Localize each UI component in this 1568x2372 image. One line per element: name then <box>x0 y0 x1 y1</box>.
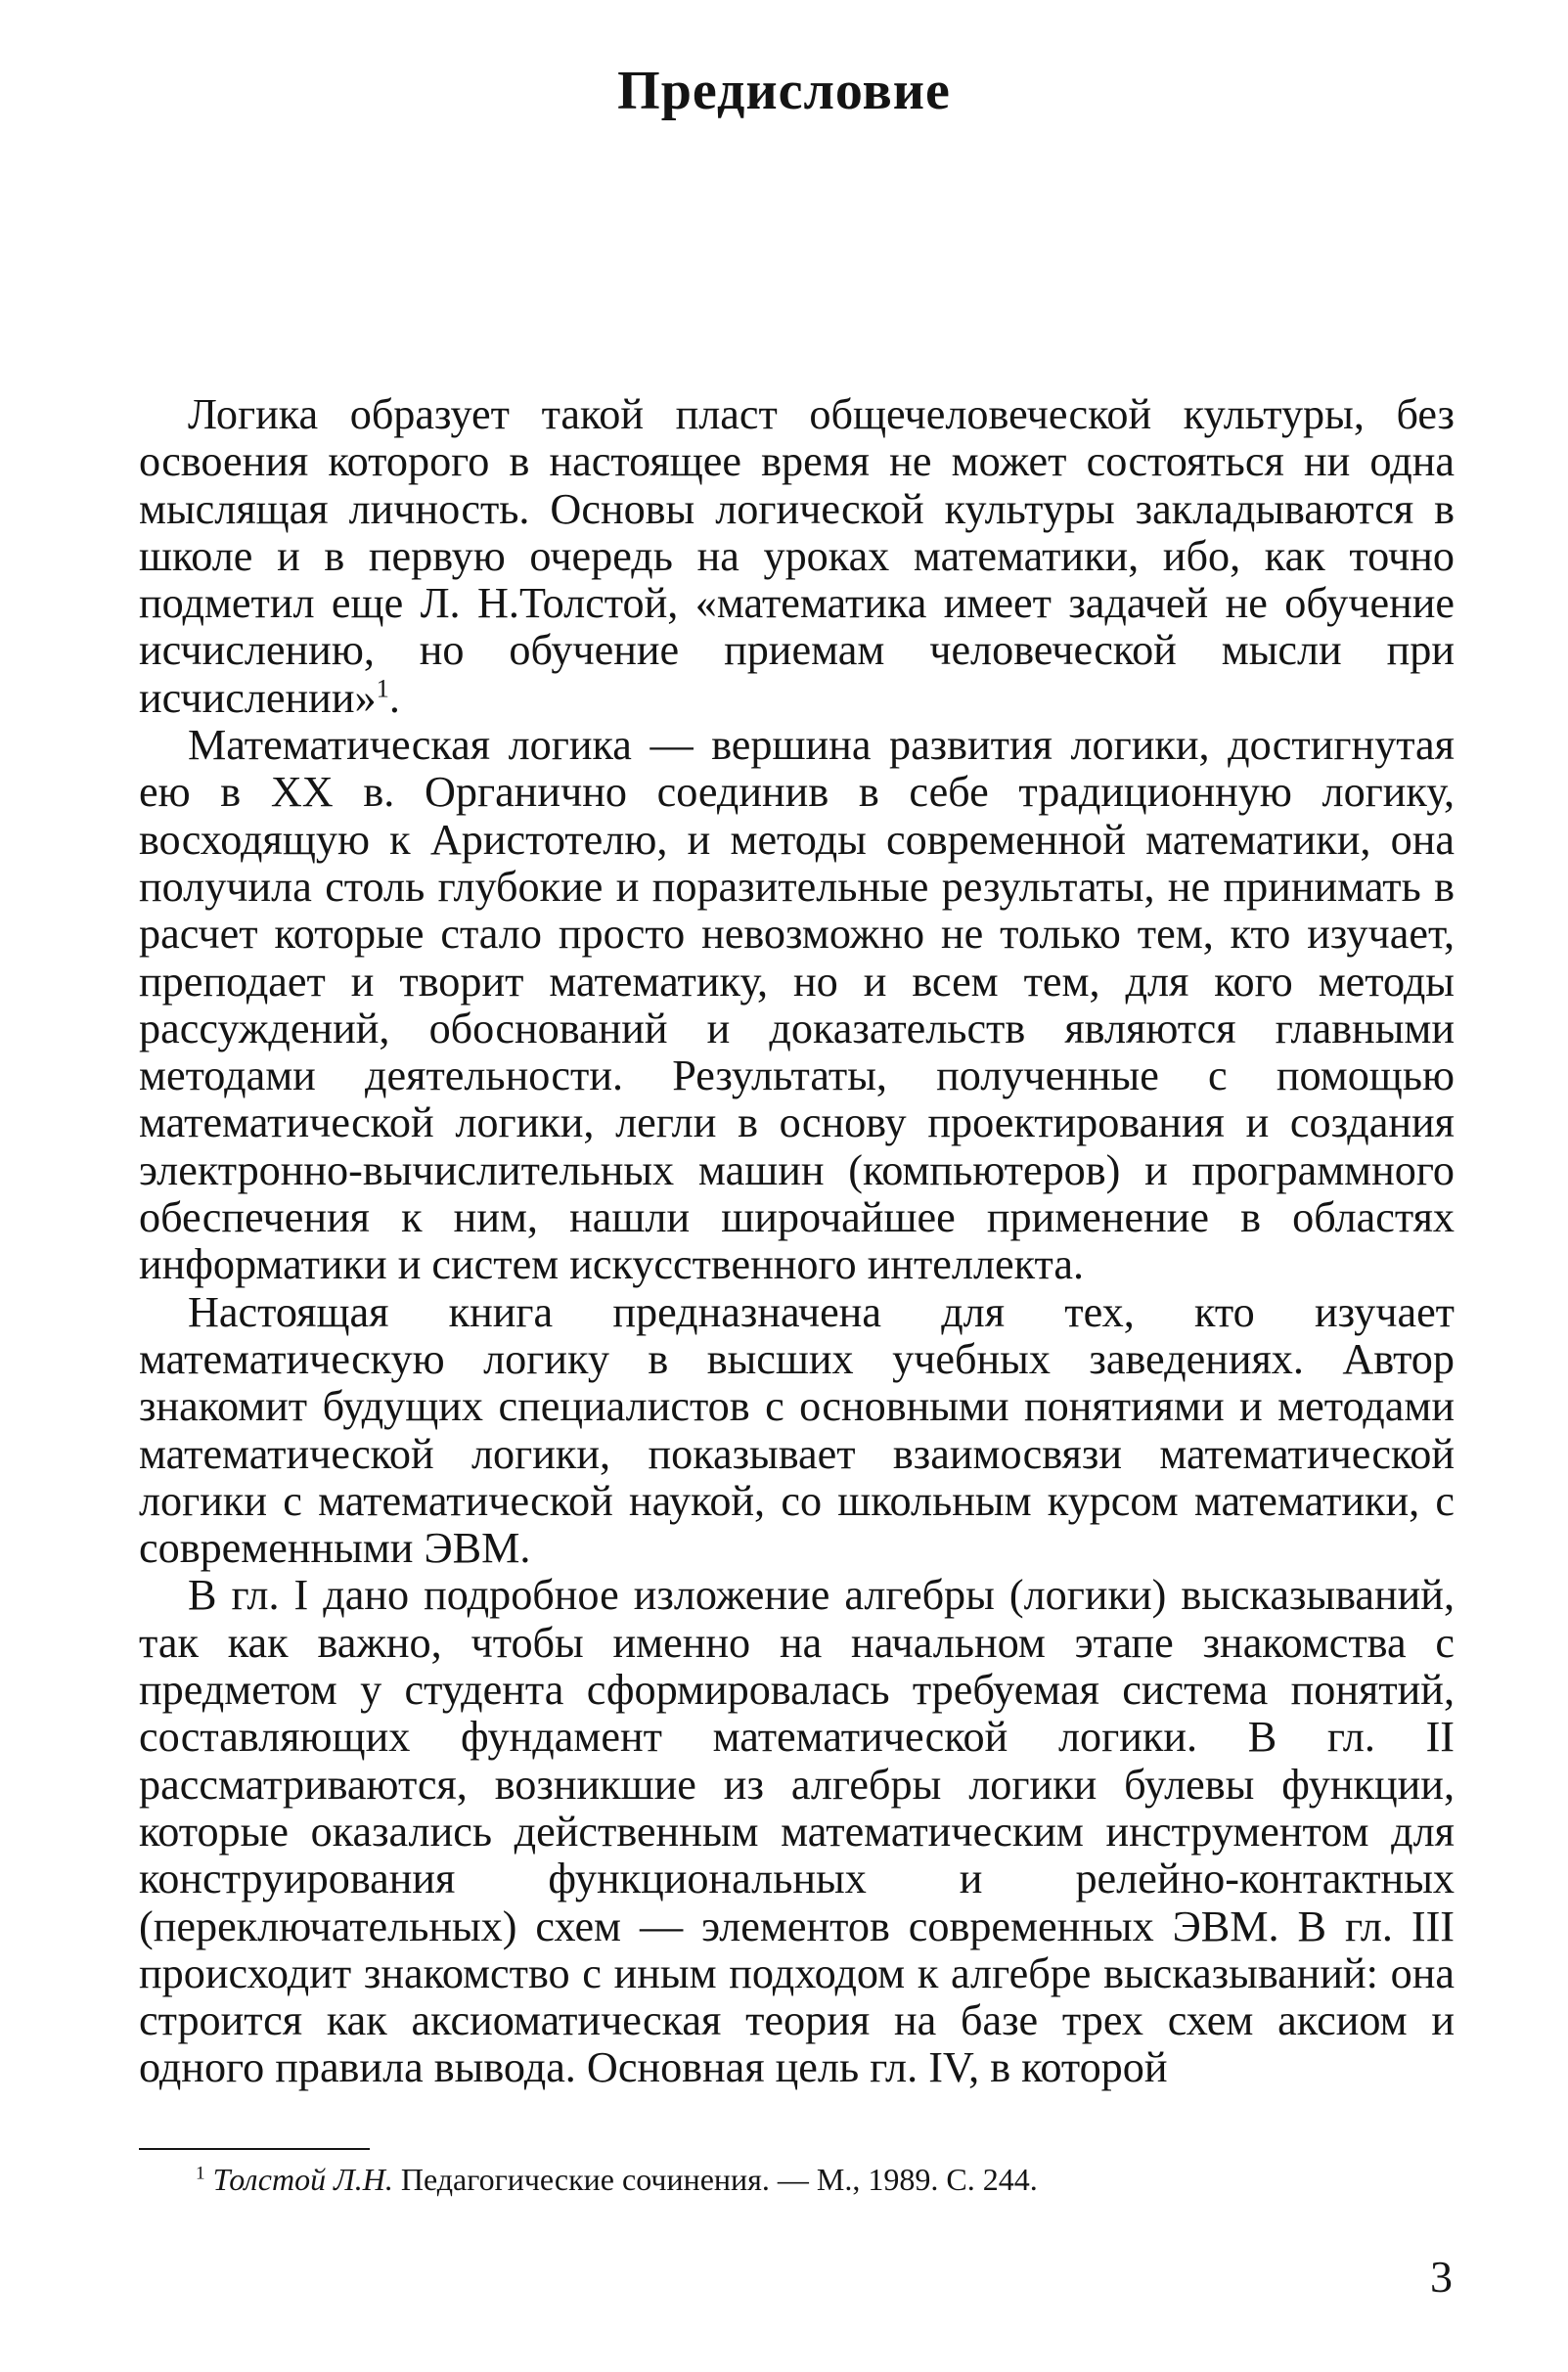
paragraph-text: Логика образует такой пласт общечеловеческой культуры, без освоения которого в настоящее время не может состояться ни одна мыслящая личность. Основы логической культуры закладываются в школе и в первую очередь на уроках математики, ибо, как точно подметил еще Л. Н.Толстой, «математика имеет задачей не обучение исчислению, но обучение приемам человеческой мысли при исчислении» <box>139 390 1455 722</box>
paragraph-1 <box>139 391 1455 722</box>
page-number: 3 <box>1430 2252 1453 2302</box>
paragraph-tail: . <box>388 673 400 722</box>
page-title: Предисловие <box>617 61 951 121</box>
footnote-marker: 1 <box>196 2163 205 2184</box>
paragraph-3 <box>139 1289 1455 1573</box>
footnote-reference: 1 <box>376 673 389 703</box>
paragraph-2 <box>139 722 1455 1289</box>
body-text <box>139 391 1455 2092</box>
footnote <box>196 2160 1038 2199</box>
footnote-author: Толстой Л.Н. <box>212 2162 393 2197</box>
paragraph-text: Математическая логика — вершина развития логики, достигнутая ею в XX в. Органично соединив в себе традиционную логику, восходящую к Аристотелю, и методы современной математики, она получила столь глубокие и поразительные результаты, не принимать в расчет которые стало просто невозможно не только тем, кто изучает, преподает и творит математику, но и всем тем, для кого методы рассуждений, обоснований и доказательств являются главными методами деятельности. Результаты, полученные с помощью математической логики, легли в основу проектирования и создания электронно-вычислительных машин (компьютеров) и программного обеспечения к ним, нашли широчайшее применение в областях информатики и систем искусственного интеллекта. <box>139 721 1455 1289</box>
paragraph-text: В гл. I дано подробное изложение алгебры (логики) высказываний, так как важно, чтобы именно на начальном этапе знакомства с предметом у студента сформировалась требуемая система понятий, составляющих фундамент математической логики. В гл. II рассматриваются, возникшие из алгебры логики булевы функции, которые оказались действенным математическим инструментом для конструирования функциональных и релейно-контактных (переключательных) схем — элементов современных ЭВМ. В гл. III происходит знакомство с иным подходом к алгебре высказываний: она строится как аксиоматическая теория на базе трех схем аксиом и одного правила вывода. Основная цель гл. IV, в которой <box>139 1571 1455 2092</box>
paragraph-text: Настоящая книга предназначена для тех, кто изучает математическую логику в высших учебных заведениях. Автор знакомит будущих специалистов с основными понятиями и методами математической логики, показывает взаимосвязи математической логики с математической наукой, со школьным курсом математики, с современными ЭВМ. <box>139 1287 1455 1573</box>
footnote-divider <box>139 2148 370 2150</box>
paragraph-4 <box>139 1572 1455 2091</box>
footnote-text: Педагогические сочинения. — М., 1989. С. 244. <box>392 2162 1038 2197</box>
